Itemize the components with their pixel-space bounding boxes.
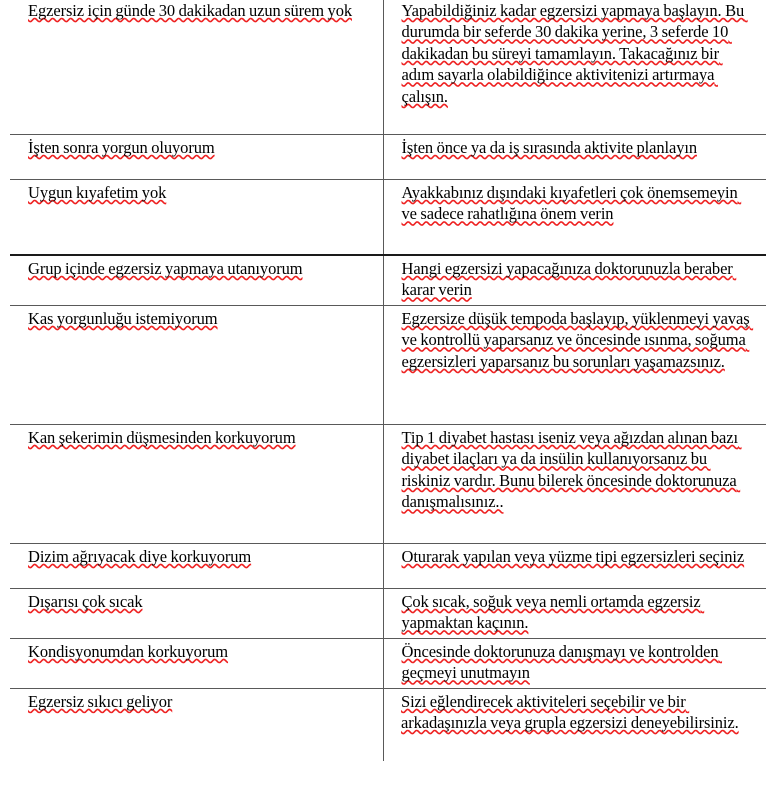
barrier-text: Egzersiz için günde 30 dakikadan uzun sürem yok: [28, 1, 352, 20]
table-row: [10, 305, 766, 424]
advice-text: Tip 1 diyabet hastası iseniz veya ağızdan alınan bazı diyabet ilaçları ya da insülin kullanıyorsanız bu riskiniz vardır. Bunu bilerek öncesinde doktorunuza danışmalısınız..: [401, 427, 742, 512]
barrier-cell: [10, 688, 383, 765]
barrier-text: Dışarısı çok sıcak: [28, 591, 143, 611]
advice-text: Sizi eğlendirecek aktiviteleri seçebilir ve bir arkadaşınızla veya grupla egzersizi deneyebilirsiniz.: [401, 691, 739, 733]
barrier-cell: [10, 588, 383, 638]
advice-text: İşten önce ya da iş sırasında aktivite planlayın: [401, 138, 697, 157]
advice-text: Egzersize düşük tempoda başlayıp, yüklenmeyi yavaş ve kontrollü yaparsanız ve öncesinde ısınma, soğuma egzersizleri yaparsanız bu sorunları yaşamazsınız.: [401, 308, 754, 371]
table-row: [10, 180, 766, 256]
barrier-text: Egzersiz sıkıcı geliyor: [28, 691, 173, 711]
barriers-advice-table: [10, 0, 766, 765]
advice-cell: [383, 305, 766, 424]
advice-text: Oturarak yapılan veya yüzme tipi egzersizleri seçiniz: [401, 546, 745, 566]
barrier-cell: [10, 0, 383, 135]
barrier-cell: [10, 638, 383, 688]
table-row: [10, 688, 766, 765]
table-row: [10, 424, 766, 543]
barrier-cell: [10, 135, 383, 180]
barrier-text: Kan şekerimin düşmesinden korkuyorum: [28, 427, 296, 447]
barrier-cell: [10, 180, 383, 256]
table-row: [10, 638, 766, 688]
table-body: [10, 0, 766, 765]
table-row: [10, 135, 766, 180]
advice-cell: [383, 180, 766, 256]
barrier-text: Dizim ağrıyacak diye korkuyorum: [28, 546, 252, 566]
advice-cell: [383, 135, 766, 180]
advice-cell: [383, 424, 766, 543]
table-row: [10, 0, 766, 135]
table-row: [10, 588, 766, 638]
advice-text: Ayakkabınız dışındaki kıyafetleri çok önemsemeyin ve sadece rahatlığına önem verin: [401, 183, 742, 224]
advice-cell: [383, 255, 766, 305]
barrier-text: İşten sonra yorgun oluyorum: [28, 138, 215, 157]
barrier-cell: [10, 424, 383, 543]
advice-text: Hangi egzersizi yapacağınıza doktorunuzla beraber karar verin: [401, 259, 737, 300]
barrier-cell: [10, 255, 383, 305]
advice-text: Yapabildiğiniz kadar egzersizi yapmaya başlayın. Bu durumda bir seferde 30 dakika yerine, 3 seferde 10 dakikadan bu süreyi tamamlayın. Takacağınız bir adım sayarla olabildiğince aktivitenizi artırmaya çalışın.: [401, 1, 748, 106]
barrier-text: Grup içinde egzersiz yapmaya utanıyorum: [28, 259, 303, 278]
barrier-cell: [10, 305, 383, 424]
table-row: [10, 255, 766, 305]
barrier-text: Kas yorgunluğu istemiyorum: [28, 308, 218, 328]
advice-text: Öncesinde doktorunuza danışmayı ve kontrolden geçmeyi unutmayın: [401, 641, 723, 683]
barrier-cell: [10, 543, 383, 588]
advice-cell: [383, 688, 766, 765]
advice-cell: [383, 638, 766, 688]
barrier-text: Uygun kıyafetim yok: [28, 183, 167, 202]
advice-cell: [383, 588, 766, 638]
advice-cell: [383, 0, 766, 135]
barrier-text: Kondisyonumdan korkuyorum: [28, 641, 229, 661]
advice-cell: [383, 543, 766, 588]
advice-text: Çok sıcak, soğuk veya nemli ortamda egzersiz yapmaktan kaçının.: [401, 591, 705, 633]
table-row: [10, 543, 766, 588]
